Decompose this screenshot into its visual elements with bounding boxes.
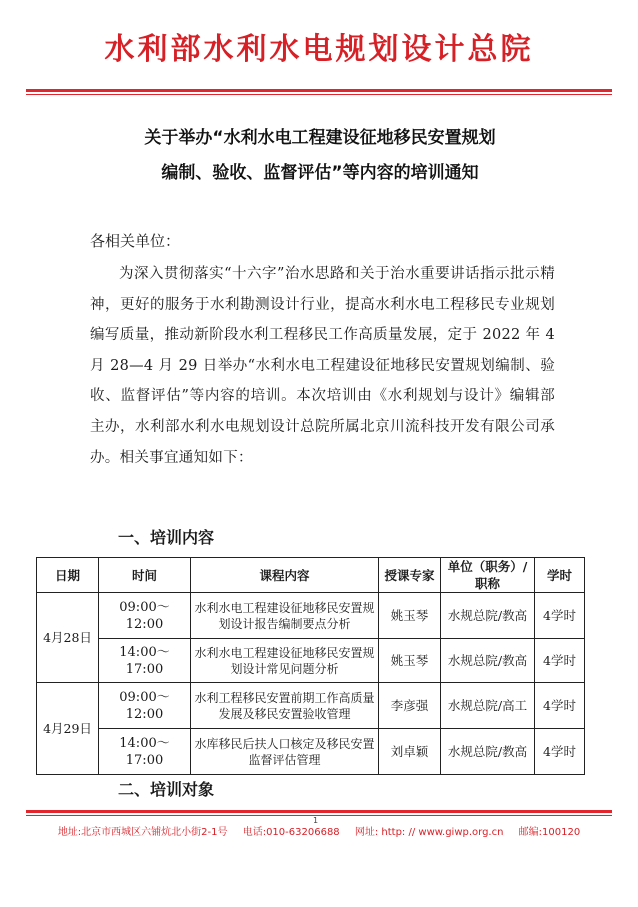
expert-cell: 姚玉琴 <box>379 639 441 683</box>
course-cell: 水库移民后扶人口核定及移民安置监督评估管理 <box>191 729 379 775</box>
header-date: 日期 <box>37 558 99 593</box>
footer-phone: 电话:010-63206688 <box>242 827 340 838</box>
table-row <box>37 729 585 775</box>
time-cell: 09:00～12:00 <box>99 683 191 729</box>
course-cell: 水利水电工程建设征地移民安置规划设计报告编制要点分析 <box>191 593 379 639</box>
salutation: 各相关单位： <box>90 232 181 250</box>
course-cell: 水利工程移民安置前期工作高质量发展及移民安置验收管理 <box>191 683 379 729</box>
footer-contact <box>0 826 638 840</box>
time-cell: 09:00～12:00 <box>99 593 191 639</box>
header-expert: 授课专家 <box>379 558 441 593</box>
time-cell: 14:00～17:00 <box>99 639 191 683</box>
section-heading-content: 一、培训内容 <box>118 528 215 547</box>
hours-cell: 4学时 <box>535 683 585 729</box>
letterhead: 水利部水利水电规划设计总院 <box>104 32 534 67</box>
unit-cell: 水规总院/高工 <box>441 683 535 729</box>
header-red-rule-thin <box>26 94 612 95</box>
document-title-line-2: 编制、验收、监督评估”等内容的培训通知 <box>161 163 479 183</box>
hours-cell: 4学时 <box>535 593 585 639</box>
table-row <box>37 639 585 683</box>
training-schedule-table <box>36 557 585 775</box>
footer-postcode: 邮编:100120 <box>518 827 581 838</box>
date-cell: 4月28日 <box>37 593 99 683</box>
unit-cell: 水规总院/教高 <box>441 639 535 683</box>
body-paragraph: 为深入贯彻落实“十六字”治水思路和关于治水重要讲话指示批示精神，更好的服务于水利勘测设计行业，提高水利水电工程移民专业规划编写质量，推动新阶段水利工程移民工作高质量发展，定于 2022 年 4 月 28—4 月 29 日举办“水利水电工程建设征地移民安置规划编制、验收、监督评估”等内容的培训。本次培训由《水利规划与设计》编辑部主办，水利部水利水电规划设计总院所属北京川流科技开发有限公司承办。相关事宜通知如下： <box>90 266 555 466</box>
course-cell: 水利水电工程建设征地移民安置规划设计常见问题分析 <box>191 639 379 683</box>
header-hours: 学时 <box>535 558 585 593</box>
date-cell: 4月29日 <box>37 683 99 775</box>
page-number: 1 <box>313 816 319 825</box>
header-time: 时间 <box>99 558 191 593</box>
hours-cell: 4学时 <box>535 729 585 775</box>
footer-address: 地址:北京市西城区六铺炕北小街2-1号 <box>57 827 228 838</box>
unit-cell: 水规总院/教高 <box>441 593 535 639</box>
unit-cell: 水规总院/教高 <box>441 729 535 775</box>
expert-cell: 姚玉琴 <box>379 593 441 639</box>
header-course: 课程内容 <box>191 558 379 593</box>
expert-cell: 刘卓颖 <box>379 729 441 775</box>
footer-red-rule <box>26 810 612 813</box>
table-header-row <box>37 558 585 593</box>
hours-cell: 4学时 <box>535 639 585 683</box>
header-red-rule <box>26 89 612 92</box>
header-unit: 单位（职务）/职称 <box>441 558 535 593</box>
table-row <box>37 683 585 729</box>
footer-website: 网址: http: // www.giwp.org.cn <box>354 827 504 838</box>
document-title-line-1: 关于举办“水利水电工程建设征地移民安置规划 <box>144 128 496 148</box>
time-cell: 14:00～17:00 <box>99 729 191 775</box>
section-heading-audience: 二、培训对象 <box>118 780 215 799</box>
footer-red-rule-thin <box>26 815 612 816</box>
table-row <box>37 593 585 639</box>
expert-cell: 李彦强 <box>379 683 441 729</box>
